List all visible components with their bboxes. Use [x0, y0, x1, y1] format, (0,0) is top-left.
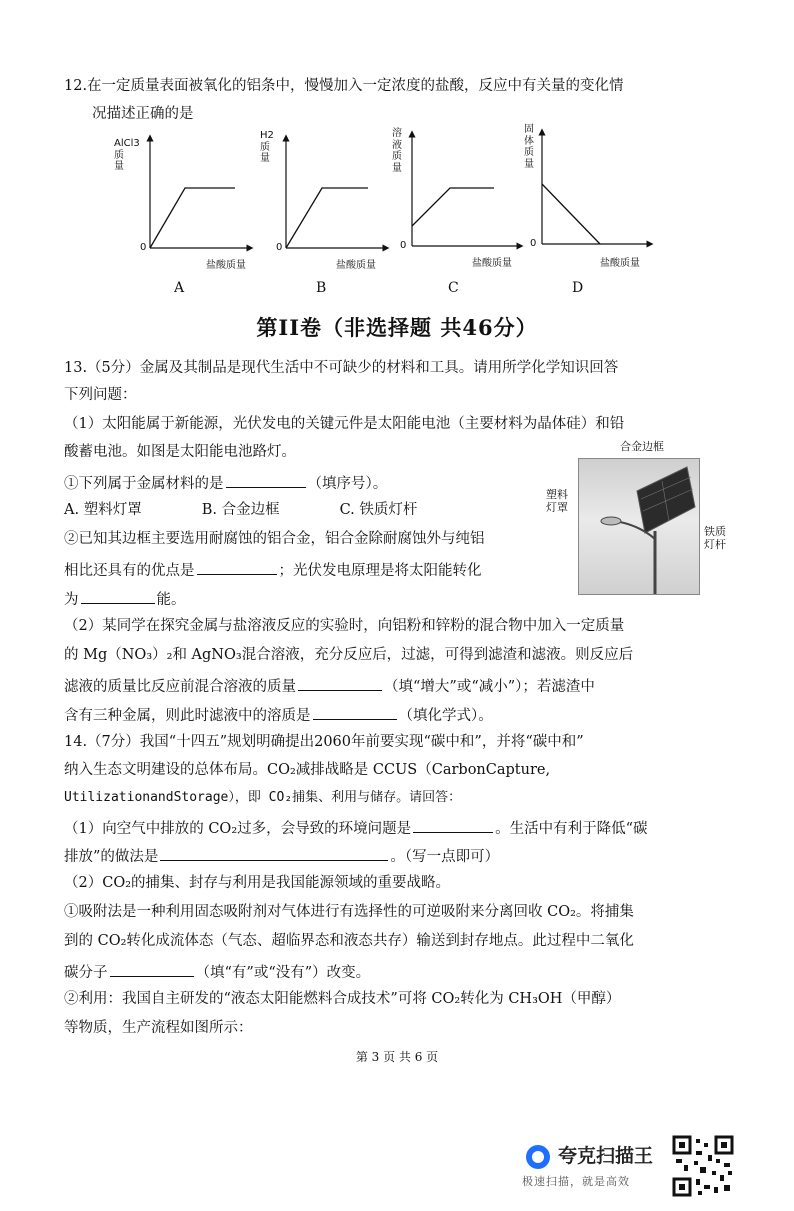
graph-a-curve — [150, 188, 235, 248]
q14-line9 — [64, 962, 370, 982]
q13-line1: 13.（5分）金属及其制品是现代生活中不可缺少的材料和工具。请用所学化学知识回答 — [64, 360, 619, 376]
graph-a-option: A — [174, 280, 185, 296]
q13-line12 — [64, 676, 595, 696]
graph-a-zero: 0 — [140, 242, 147, 253]
q13-line10: （2）某同学在探究金属与盐溶液反应的实验时，向铝粉和锌粉的混合物中加入一定质量 — [64, 618, 625, 634]
q14-line5 — [64, 846, 499, 866]
q13-l9b: 能。 — [156, 592, 186, 608]
answer-blank-energy-form[interactable] — [81, 589, 155, 604]
graph-b-zero: 0 — [276, 242, 283, 253]
q14-l9b: （填“有”或“没有”）改变。 — [195, 965, 371, 981]
graph-a-xlabel: 盐酸质量 — [206, 260, 246, 271]
graph-b-xlabel: 盐酸质量 — [336, 260, 376, 271]
qr-code-icon — [672, 1135, 734, 1197]
answer-blank-filtrate-mass[interactable] — [298, 676, 382, 691]
q13-line5 — [64, 473, 387, 493]
q13-l13b: （填化学式）。 — [398, 708, 493, 724]
label-plastic-shade: 塑料 灯罩 — [546, 488, 568, 515]
q13-line7: ②已知其边框主要选用耐腐蚀的铝合金，铝合金除耐腐蚀外与纯铝 — [64, 531, 485, 547]
q14-line4 — [64, 818, 648, 838]
q13-line3: （1）太阳能属于新能源，光伏发电的关键元件是太阳能电池（主要材料为晶体硅）和铅 — [64, 416, 625, 432]
option-a-plastic-shade: A. 塑料灯罩 — [64, 502, 142, 518]
graph-c-zero: 0 — [400, 240, 407, 251]
graph-d-xlabel: 盐酸质量 — [600, 258, 640, 269]
q13-line13 — [64, 705, 493, 725]
page-number: 第 3 页 共 6 页 — [355, 1050, 439, 1064]
q14-line2: 纳入生态文明建设的总体布局。CO₂减排战略是 CCUS（CarbonCapture, — [64, 762, 551, 778]
graph-b-curve — [286, 188, 368, 248]
answer-blank-metal-material[interactable] — [226, 473, 306, 488]
answer-blank-solute-formula[interactable] — [313, 705, 397, 720]
q13-line2: 下列问题： — [64, 387, 137, 403]
answer-blank-alloy-advantage[interactable] — [197, 560, 277, 575]
graph-c-curve — [412, 188, 494, 226]
q14-l4a: （1）向空气中排放的 CO₂过多，会导致的环境问题是 — [64, 821, 412, 837]
q14-line7: ①吸附法是一种利用固态吸附剂对气体进行有选择性的可逆吸附来分离回收 CO₂。将捕集 — [64, 904, 634, 920]
section-title: 第II卷（非选择题 共46分） — [256, 315, 538, 340]
graph-c-ylabel: 溶 液 质 量 — [392, 128, 402, 174]
q13-line4: 酸蓄电池。如图是太阳能电池路灯。 — [64, 444, 296, 460]
option-b-alloy-frame: B. 合金边框 — [201, 502, 280, 518]
graph-d-ylabel: 固 体 质 量 — [524, 124, 534, 170]
solar-lamp-drawing — [579, 459, 699, 594]
graph-a — [110, 130, 260, 300]
q14-line8: 到的 CO₂转化成流体态（气态、超临界态和液态共存）输送到封存地点。此过程中二氧化 — [64, 933, 634, 949]
q14-l5b: 。（写一点即可） — [390, 849, 500, 865]
q13-l13a: 含有三种金属，则此时滤液中的溶质是 — [64, 708, 311, 724]
q13-l5a: ①下列属于金属材料的是 — [64, 476, 224, 492]
graph-b-ylabel: H2 质 量 — [260, 130, 274, 164]
graph-d-curve — [542, 184, 600, 244]
label-iron-pole: 铁质 灯杆 — [704, 525, 726, 552]
graph-c-option: C — [448, 280, 459, 296]
q13-l8a: 相比还具有的优点是 — [64, 563, 195, 579]
graph-d — [520, 124, 670, 300]
q13-line11: 的 Mg（NO₃）₂和 AgNO₃混合溶液，充分反应后，过滤，可得到滤渣和滤液。则反应后 — [64, 647, 634, 663]
q14-l5a: 排放”的做法是 — [64, 849, 159, 865]
scanner-slogan: 极速扫描，就是高效 — [522, 1175, 630, 1188]
graph-b-option: B — [316, 280, 327, 296]
graph-d-option: D — [572, 280, 584, 296]
q13-l9a: 为 — [64, 592, 79, 608]
q13-l5b: （填序号）。 — [307, 476, 388, 492]
q12-line2: 况描述正确的是 — [92, 106, 194, 122]
q14-line1: 14.（7分）我国“十四五”规划明确提出2060年前要实现“碳中和”，并将“碳中和” — [64, 734, 584, 750]
answer-blank-low-carbon-practice[interactable] — [160, 846, 388, 861]
q14-line3: UtilizationandStorage），即 CO₂捕集、利用与储存。请回答： — [64, 790, 462, 805]
option-c-iron-pole: C. 铁质灯杆 — [339, 502, 418, 518]
graph-d-zero: 0 — [530, 238, 537, 249]
scanner-watermark — [520, 1137, 670, 1197]
graph-a-ylabel: AlCl3 质 量 — [114, 138, 140, 172]
graph-c — [388, 130, 538, 300]
graph-c-xlabel: 盐酸质量 — [472, 258, 512, 269]
scanner-logo-icon — [524, 1143, 552, 1171]
label-alloy-frame: 合金边框 — [620, 440, 664, 453]
q13-l8b: ；光伏发电原理是将太阳能转化 — [278, 563, 482, 579]
answer-blank-molecule-change[interactable] — [110, 962, 194, 977]
q14-line6: （2）CO₂的捕集、封存与利用是我国能源领域的重要战略。 — [64, 875, 451, 891]
scanner-app-name: 夸克扫描王 — [558, 1145, 654, 1167]
q14-l4b: 。生活中有利于降低“碳 — [495, 821, 648, 837]
answer-blank-environment-problem[interactable] — [413, 818, 493, 833]
graph-b — [250, 130, 400, 300]
q13-l12b: （填“增大”或“减小”）；若滤渣中 — [384, 679, 595, 695]
q13-line8 — [64, 560, 482, 580]
q14-line10: ②利用：我国自主研发的“液态太阳能燃料合成技术”可将 CO₂转化为 CH₃OH（甲醇） — [64, 991, 621, 1007]
q14-line11: 等物质，生产流程如图所示： — [64, 1020, 253, 1036]
solar-street-lamp-photo — [578, 458, 700, 595]
q12-line1: 12.在一定质量表面被氧化的铝条中，慢慢加入一定浓度的盐酸，反应中有关量的变化情 — [64, 78, 624, 94]
q13-line9 — [64, 589, 186, 609]
q14-l9a: 碳分子 — [64, 965, 108, 981]
q13-line6 — [64, 502, 417, 519]
q13-l12a: 滤液的质量比反应前混合溶液的质量 — [64, 679, 296, 695]
